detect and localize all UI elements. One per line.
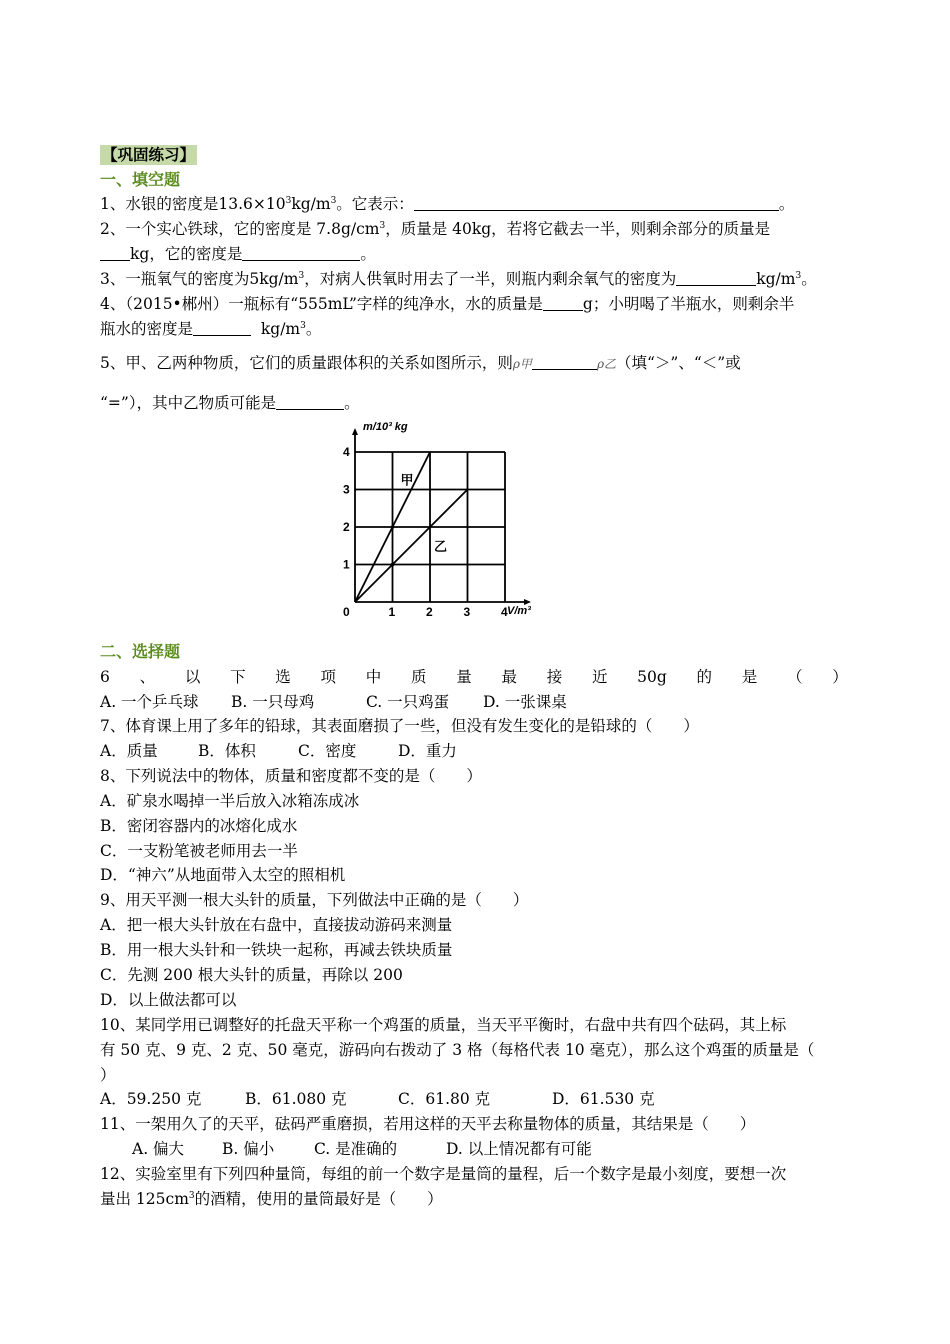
answer-blank[interactable]: [532, 355, 597, 370]
question-3: 3、一瓶氧气的密度为$5kg/m^3$，对病人供氧时用去了一半，则瓶内剩余氧气的密度为 $kg/m^3$。: [100, 270, 817, 288]
question-2-line2: kg，它的密度是 。: [100, 244, 376, 264]
question-7-stem: 7、体育课上用了多年的铅球，其表面磨损了一些，但没有发生变化的是铅球的（ ）: [100, 717, 699, 735]
question-9-stem: 9、用天平测一根大头针的质量，下列做法中正确的是（ ）: [100, 891, 529, 909]
answer-blank[interactable]: [193, 321, 251, 336]
series-label-jia: 甲: [400, 472, 414, 488]
q9-option-b[interactable]: B．用一根大头针和一铁块一起称，再减去铁块质量: [100, 941, 453, 959]
y-tick-label: 4: [343, 445, 350, 459]
q6-stem-token: ）: [832, 668, 848, 686]
series-line-yi: [355, 490, 468, 603]
section-choice: 二、选择题: [100, 642, 181, 661]
q8-option-a[interactable]: A．矿泉水喝掉一半后放入冰箱冻成冰: [100, 792, 360, 810]
q6-stem-token: 的: [696, 668, 713, 686]
question-5-line1: 5、甲、乙两种物质，它们的质量跟体积的关系如图所示，则ρ甲 ρ乙（填“＞”、“＜”或: [100, 354, 741, 372]
practice-header: 【巩固练习】: [102, 146, 196, 164]
answer-blank[interactable]: [676, 271, 756, 286]
q11-option-a[interactable]: A. 偏大: [132, 1140, 185, 1158]
answer-blank[interactable]: [414, 196, 779, 211]
rho-yi-symbol: ρ乙: [596, 357, 616, 371]
q7-option-b[interactable]: B．体积: [198, 742, 256, 760]
x-tick-label: 4: [501, 605, 508, 619]
q6-option-a[interactable]: A. 一个乒乓球: [100, 693, 199, 711]
question-10-line2: 有 50 克、9 克、2 克、50 毫克，游码向右拨动了 3 格（每格代表 10 毫克），那么这个鸡蛋的质量是（: [100, 1041, 815, 1059]
q9-option-d[interactable]: D．以上做法都可以: [100, 991, 237, 1009]
series-point: [391, 525, 395, 529]
q7-option-d[interactable]: D．重力: [398, 742, 457, 760]
q7-option-a[interactable]: A．质量: [100, 742, 158, 760]
q6-stem-token: 以: [184, 668, 201, 686]
question-12-line1: 12、实验室里有下列四种量筒，每组的前一个数字是量筒的量程，后一个数字是最小刻度，要想一次: [100, 1165, 787, 1183]
q6-stem-token: 接: [546, 668, 563, 686]
mass-volume-chart: [330, 412, 570, 622]
q8-option-d[interactable]: D．“神六”从地面带入太空的照相机: [100, 866, 346, 884]
q7-option-c[interactable]: C．密度: [298, 742, 357, 760]
q10-option-d[interactable]: D．61.530 克: [552, 1090, 655, 1108]
answer-blank[interactable]: [242, 246, 360, 261]
q9-option-c[interactable]: C．先测 200 根大头针的质量，再除以 200: [100, 966, 403, 984]
question-10-line1: 10、某同学用已调整好的托盘天平称一个鸡蛋的质量，当天平平衡时，右盘中共有四个砝码，其上标: [100, 1016, 787, 1034]
question-10-line3: ）: [100, 1066, 116, 1084]
q6-stem-token: 近: [591, 668, 608, 686]
x-tick-label: 0: [343, 605, 350, 619]
x-tick-label: 1: [388, 605, 396, 619]
q11-option-c[interactable]: C. 是准确的: [314, 1140, 398, 1158]
question-6-stem: [100, 667, 848, 687]
q6-stem-token: 50g: [637, 668, 667, 686]
q6-option-b[interactable]: B. 一只母鸡: [231, 693, 315, 711]
y-axis-label: m/10³ kg: [363, 421, 408, 433]
q6-stem-token: 是: [741, 668, 758, 686]
q6-stem-token: （: [787, 668, 803, 686]
y-tick-label: 3: [343, 482, 350, 497]
y-axis-arrow: [352, 428, 358, 435]
question-4-line1: 4、（2015•郴州）一瓶标有“555mL”字样的纯净水，水的质量是 g；小明喝了半瓶水，则剩余半: [100, 295, 795, 313]
q6-stem-token: 量: [456, 668, 472, 686]
q10-option-a[interactable]: A．59.250 克: [100, 1090, 202, 1108]
q6-option-c[interactable]: C. 一只鸡蛋: [366, 693, 450, 711]
q6-stem-token: 项: [320, 668, 337, 686]
x-tick-label: 2: [426, 605, 433, 619]
rho-jia-symbol: ρ甲: [512, 357, 532, 371]
answer-blank[interactable]: [100, 246, 130, 261]
q6-stem-token: 中: [365, 668, 382, 686]
question-1: 1、水银的密度是$13.6\times 10^3kg/m^3$。它表示： 。: [100, 195, 795, 213]
q9-option-a[interactable]: A．把一根大头针放在右盘中，直接拔动游码来测量: [100, 916, 453, 934]
question-2-line1: 2、一个实心铁球，它的密度是 $7.8g/cm^3$，质量是 40kg，若将它截去一半，则剩余部分的质量是: [100, 220, 771, 238]
q6-stem-token: 6: [100, 668, 110, 686]
question-5-line2: “=”），其中乙物质可能是 。: [100, 394, 360, 412]
series-label-yi: 乙: [434, 538, 448, 554]
q10-option-c[interactable]: C．61.80 克: [398, 1090, 491, 1108]
question-11-stem: 11、一架用久了的天平，砝码严重磨损，若用这样的天平去称量物体的质量，其结果是（ ）: [100, 1115, 756, 1133]
series-point: [391, 563, 395, 567]
q6-stem-token: 、: [139, 668, 156, 686]
q8-option-b[interactable]: B．密闭容器内的冰熔化成水: [100, 817, 298, 835]
q8-option-c[interactable]: C．一支粉笔被老师用去一半: [100, 842, 298, 860]
question-8-stem: 8、下列说法中的物体，质量和密度都不变的是（ ）: [100, 767, 482, 785]
q6-stem-token: 最: [501, 668, 517, 686]
x-tick-label: 3: [463, 605, 471, 619]
q6-stem-token: 质: [411, 668, 427, 686]
answer-blank[interactable]: [543, 296, 583, 311]
q11-option-b[interactable]: B. 偏小: [222, 1140, 275, 1158]
y-tick-label: 2: [343, 520, 350, 534]
question-12-line2: 量出 $125cm^3$的酒精，使用的量筒最好是（ ）: [100, 1190, 443, 1208]
q11-option-d[interactable]: D. 以上情况都有可能: [446, 1140, 592, 1158]
x-axis-label: V/m³: [507, 605, 531, 617]
q10-option-b[interactable]: B．61.080 克: [245, 1090, 347, 1108]
q6-stem-token: 选: [275, 668, 291, 686]
question-4-line2: 瓶水的密度是 $kg/m^3$。: [100, 320, 322, 338]
q6-option-d[interactable]: D. 一张课桌: [483, 693, 567, 711]
q6-stem-token: 下: [230, 668, 246, 686]
answer-blank[interactable]: [276, 395, 344, 410]
section-fill-blank: 一、填空题: [100, 170, 181, 189]
y-tick-label: 1: [343, 557, 350, 572]
